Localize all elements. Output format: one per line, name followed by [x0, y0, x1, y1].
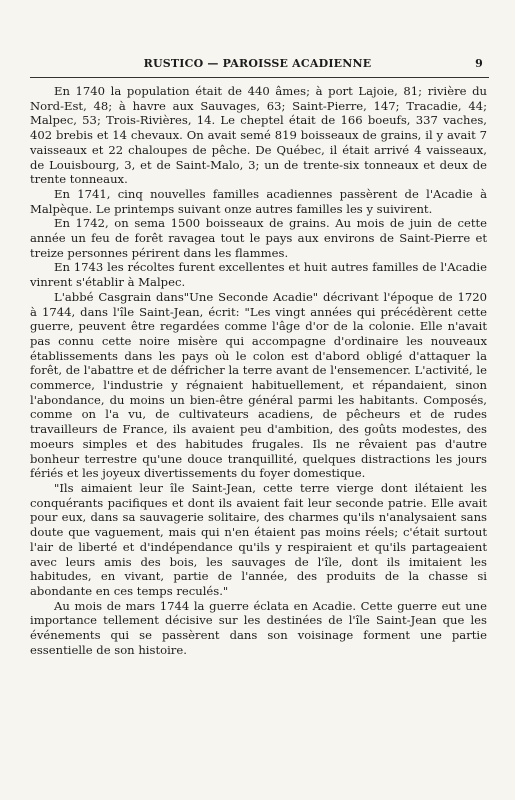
paragraph-1740-census: En 1740 la population était de 440 âmes; à port Lajoie, 81; rivière du Nord-Est, 48; à havre aux Sauvages, 63; Saint-Pierre, 147; Tracadie, 44; Malpec, 53; Trois-Rivières, 14. Le cheptel était de 166 boeufs, 337 vaches, 402 brebis et 14 chevaux. On avait semé 819 boisseaux de grains, il y avait 7 vaisseaux et 22 chaloupes de pêche. De Québec, il était arrivé 4 vaisseaux, de Louisbourg, 3, et de Saint-Malo, 3; un de trente-six tonneaux et deux de trente tonneaux. — [30, 84, 487, 187]
paragraph-1744-war: Au mois de mars 1744 la guerre éclata en Acadie. Cette guerre eut une importance tellement décisive sur les destinées de l'île Saint-Jean que les événements qui se passèrent dans son voisinage forment une partie essentielle de son histoire. — [30, 598, 487, 657]
paragraph-casgrain-quote: L'abbé Casgrain dans"Une Seconde Acadie" décrivant l'époque de 1720 à 1744, dans l'île Saint-Jean, écrit: "Les vingt années qui précédèrent cette guerre, peuvent être regardées comme l'âge d'or de la colonie. Elle n'avait pas connu cette noire misère qui accompagne d'ordinaire les nouveaux établissements dans les pays où le colon est d'abord obligé d'attaquer la forêt, de l'abattre et de défricher la terre avant de l'ensemencer. L'activité, le commerce, l'industrie y régnaient habituellement, et répandaient, sinon l'abondance, du moins un bien-être général parmi les habitants. Composés, comme on l'a vu, de cultivateurs acadiens, de pêcheurs et de rudes travailleurs de France, ils avaient peu d'ambition, des goûts modestes, des moeurs simples et des habitudes frugales. Ils ne rêvaient pas d'autre bonheur terrestre qu'une douce tranquillité, quelques distractions les jours fériés et les joyeux divertissements du foyer domestique. — [30, 289, 487, 481]
body-text — [30, 84, 487, 657]
header-rule — [30, 77, 489, 78]
paragraph-quote-continued: "Ils aimaient leur île Saint-Jean, cette terre vierge dont ilétaient les conquérants pacifiques et dont ils avaient fait leur seconde patrie. Elle avait pour eux, dans sa sauvagerie solitaire, des charmes qu'ils n'analysaient sans doute que vaguement, mais qui n'en étaient pas moins réels; c'était surtout l'air de liberté et d'indépendance qu'ils y respiraient et qu'ils partageaient avec leurs amis des bois, les sauvages de l'île, dont ils imitaient les habitudes, en vivant, partie de l'année, des produits de la chasse si abondante en ces temps reculés." — [30, 480, 487, 598]
paragraph-1742: En 1742, on sema 1500 boisseaux de grains. Au mois de juin de cette année un feu de forêt ravagea tout le pays aux environs de Saint-Pierre et treize personnes périrent dans les flammes. — [30, 216, 487, 260]
running-title: RUSTICO — PAROISSE ACADIENNE — [143, 57, 372, 70]
paragraph-1743: En 1743 les récoltes furent excellentes et huit autres familles de l'Acadie vinrent s'établir à Malpec. — [30, 260, 487, 290]
page-number: 9 — [475, 57, 483, 70]
running-header — [28, 57, 487, 73]
paragraph-1741: En 1741, cinq nouvelles familles acadiennes passèrent de l'Acadie à Malpèque. Le printemps suivant onze autres familles les y suivirent. — [30, 186, 487, 216]
